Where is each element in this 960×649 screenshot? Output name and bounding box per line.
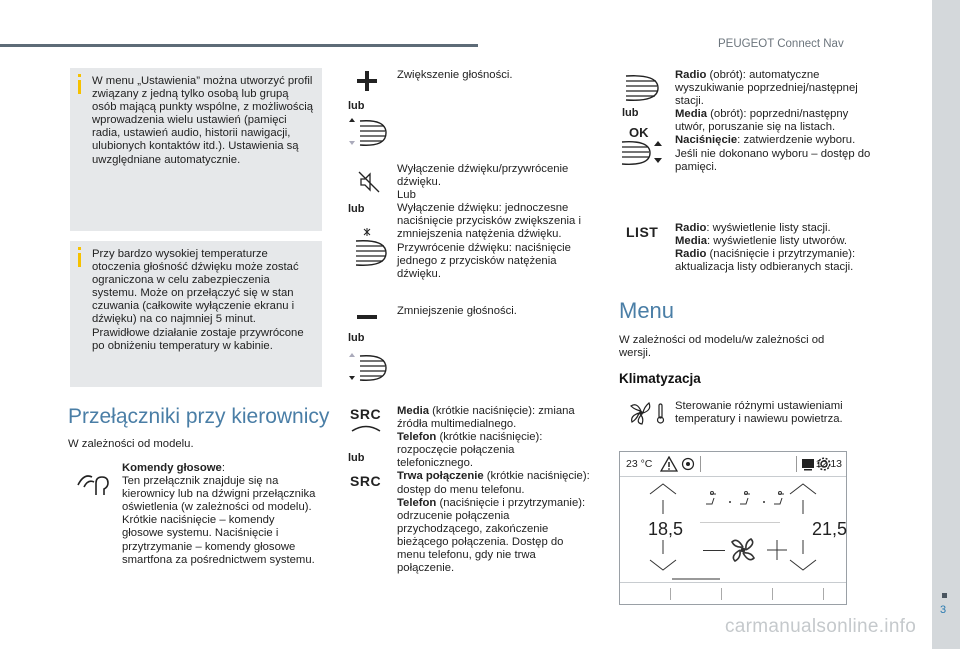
- ok-label: OK: [629, 125, 649, 140]
- page-number: 3: [940, 604, 947, 616]
- menu-intro: W zależności od modelu/w zależności od wersji.: [619, 334, 825, 360]
- header-bar: [0, 44, 478, 47]
- climate-heading: Klimatyzacja: [619, 371, 701, 386]
- media-label: Media: [397, 405, 430, 417]
- scroll-wheel-press-icon: [352, 227, 388, 269]
- climate-bottom-bar: [620, 582, 846, 605]
- warning-icon: [660, 456, 678, 472]
- info-icon: [78, 253, 81, 267]
- climate-icon: [627, 400, 667, 426]
- mute-lub: Lub: [397, 189, 416, 202]
- phone2-desc: (naciśnięcie i przytrzymanie): odrzucenie połączenia przychodzącego, zakończenie bieżącego połączenia. Dostęp do menu telefonu, gdy nie trwa połączenie.: [397, 496, 586, 575]
- lub-label: lub: [622, 107, 639, 119]
- call-desc: (krótkie naciśnięcie): dostęp do menu telefonu.: [397, 470, 590, 496]
- status-divider: [796, 456, 797, 472]
- steering-heading: Przełączniki przy kierownicy: [68, 405, 330, 428]
- mute-alt: Wyłączenie dźwięku: jednoczesne naciśnięcie przycisków zwiększenia i zmniejszenia natężenia dźwięku.: [397, 202, 581, 241]
- press-label: Naciśnięcie: [675, 134, 738, 147]
- src-label: SRC: [350, 473, 382, 489]
- media2-desc: (obrót): poprzedni/następny utwór, poruszanie się na listach.: [675, 108, 849, 134]
- lub-label: lub: [348, 332, 365, 344]
- list-media-desc: : wyświetlenie listy utworów.: [707, 235, 848, 248]
- scroll-wheel-up-icon: [346, 117, 388, 149]
- info-icon: [78, 80, 81, 94]
- plus-icon: [356, 70, 378, 92]
- climate-text: Sterowanie różnymi ustawieniami temperatury i nawiewu powietrza.: [675, 400, 843, 426]
- status-divider: [700, 456, 701, 472]
- outside-temp: 23 °C: [626, 458, 653, 470]
- list-radio-desc: : wyświetlenie listy stacji.: [706, 222, 831, 234]
- lub-label: lub: [348, 452, 365, 464]
- mute-icon: [357, 170, 381, 194]
- right-temperature: 21,5: [812, 519, 848, 539]
- voice-command-icon: [74, 467, 112, 497]
- phone-desc: (krótkie naciśnięcie): rozpoczęcie połączenia telefonicznego.: [397, 431, 543, 470]
- list-radio2-label: Radio: [675, 248, 707, 261]
- list-radio2-desc: (naciśnięcie i przytrzymanie): aktualizacja listy odbieranych stacji.: [675, 248, 856, 274]
- bottom-divider: [823, 588, 824, 600]
- scroll-wheel-ok-icon: [620, 140, 666, 166]
- src-label: SRC: [350, 406, 382, 422]
- list-media-label: Media: [675, 235, 708, 248]
- header-title: PEUGEOT Connect Nav: [718, 38, 844, 50]
- voice-command-title: Komendy głosowe: [122, 462, 222, 474]
- page-sidebar: [932, 0, 960, 649]
- fan-decrease-button[interactable]: [703, 550, 725, 551]
- menu-heading: Menu: [619, 298, 675, 323]
- mute-text: [397, 163, 589, 281]
- phone-label: Telefon: [397, 431, 437, 444]
- list-radio-label: Radio: [675, 222, 707, 234]
- bottom-divider: [721, 588, 722, 600]
- watermark: carmanualsonline.info: [725, 616, 917, 637]
- src-text: [397, 405, 592, 575]
- bottom-divider: [670, 588, 671, 600]
- climate-status-bar: [620, 452, 846, 477]
- radio-label: Radio: [675, 69, 707, 81]
- scroll-wheel-down-icon: [346, 352, 388, 384]
- lub-label: lub: [348, 203, 365, 215]
- info-text-profiles: W menu „Ustawienia” można utworzyć profil związany z jedną tylko osobą lub grupą osób mającą punkty wspólne, z możliwością wprowadzenia wielu ustawień (pamięci radia, ustawień audio, historii nawigacji, ulubionych kontaktów itd.). Ustawienia są uwzględniane automatycznie.: [92, 75, 314, 166]
- steering-intro: W zależności od modelu.: [68, 438, 194, 450]
- page-marker: [942, 593, 947, 598]
- page-indicator: [672, 578, 720, 580]
- minus-icon: [356, 313, 378, 321]
- vol-up-text: Zwiększenie głośności.: [397, 69, 513, 81]
- info-box-profiles: [70, 68, 322, 231]
- climate-screen: [619, 451, 847, 605]
- fan-icon[interactable]: [729, 536, 757, 564]
- mute-desc: Wyłączenie dźwięku/przywrócenie dźwięku.: [397, 163, 569, 189]
- bottom-divider: [772, 588, 773, 600]
- lub-label: lub: [348, 100, 365, 112]
- left-temperature: 18,5: [648, 519, 684, 539]
- list-text: [675, 222, 875, 274]
- radio-desc: (obrót): automatyczne wyszukiwanie poprzedniej/następnej stacji.: [675, 69, 858, 108]
- media2-label: Media: [675, 108, 708, 121]
- clock: 12:13: [815, 458, 842, 470]
- list-label: LIST: [626, 224, 659, 240]
- air-distribution-icon[interactable]: [702, 490, 798, 512]
- call-label: Trwa połączenie: [397, 470, 484, 483]
- vol-down-text: Zmniejszenie głośności.: [397, 305, 517, 317]
- info-box-temperature: [70, 241, 322, 387]
- location-icon: [681, 457, 695, 471]
- scroll-wheel-icon: [622, 74, 662, 102]
- phone2-label: Telefon: [397, 496, 437, 509]
- radio-text: [675, 69, 875, 174]
- info-text-temperature: Przy bardzo wysokiej temperaturze otoczenia głośność dźwięku może zostać ograniczona w celu zabezpieczenia systemu. Może on przełączyć się w stan czuwania (całkowite wyłączenie ekranu i dźwięku) na co najmniej 5 minut. Prawidłowe działanie zostaje przywrócone po obniżeniu temperatury w kabinie.: [92, 248, 304, 352]
- voice-command-text: Komendy głosowe: Ten przełącznik znajduje się na kierownicy lub na dźwigni przełącznika oświetlenia (w zależności od modelu). Krótkie naciśnięcie – komendy głosowe systemu. Naciśnięcie i przytrzymanie – komendy głosowe smartfona za pośrednictwem systemu.: [122, 462, 316, 566]
- divider: [700, 522, 780, 523]
- press-desc: : zatwierdzenie wyboru. Jeśli nie dokonano wyboru – dostęp do pamięci.: [675, 134, 871, 173]
- media-desc: (krótkie naciśnięcie): zmiana źródła multimedialnego.: [397, 405, 575, 431]
- fan-increase-button[interactable]: [766, 539, 788, 561]
- screen-icon: [801, 457, 815, 471]
- phone-icon: [350, 424, 382, 434]
- voice-command-desc: Ten przełącznik znajduje się na kierownicy lub na dźwigni przełącznika oświetlenia (w zależności od modelu). Krótkie naciśnięcie – komendy głosowe systemu. Naciśnięcie i przytrzymanie – komendy głosowe smartfona za pośrednictwem systemu.: [122, 475, 316, 566]
- mute-restore: Przywrócenie dźwięku: naciśnięcie jednego z przycisków natężenia dźwięku.: [397, 241, 571, 280]
